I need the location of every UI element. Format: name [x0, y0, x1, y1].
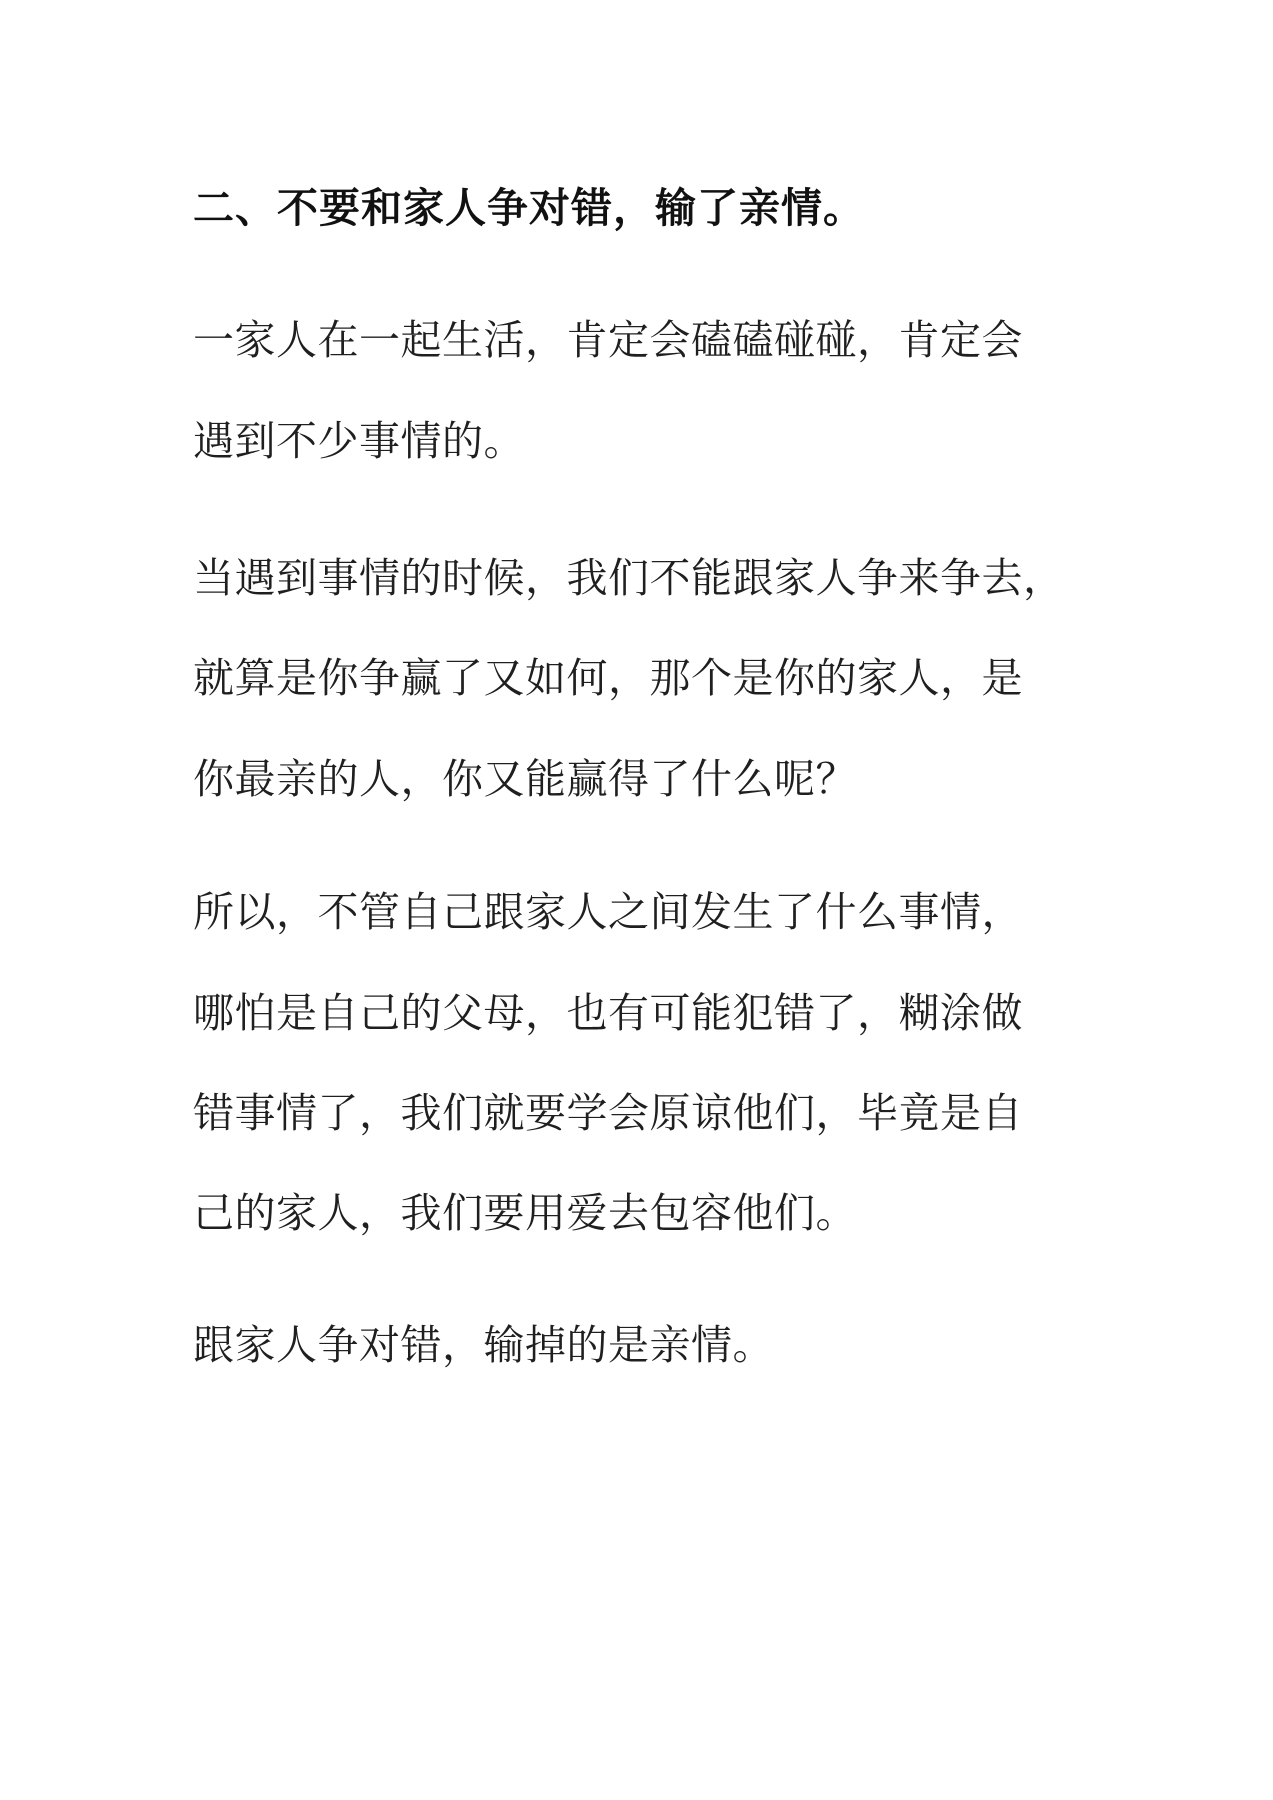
paragraph-line: 错事情了，我们就要学会原谅他们，毕竟是自 — [193, 1089, 1023, 1137]
paragraph-line: 哪怕是自己的父母，也有可能犯错了，糊涂做 — [193, 989, 1023, 1037]
paragraph-line: 你最亲的人，你又能赢得了什么呢？ — [193, 755, 857, 803]
paragraph-line: 跟家人争对错，输掉的是亲情。 — [193, 1321, 774, 1369]
paragraph-line: 遇到不少事情的。 — [193, 417, 525, 465]
section-heading: 二、不要和家人争对错，输了亲情。 — [193, 184, 865, 232]
paragraph-line: 就算是你争赢了又如何，那个是你的家人，是 — [193, 654, 1023, 702]
paragraph-line: 一家人在一起生活，肯定会磕磕碰碰，肯定会 — [193, 316, 1023, 364]
paragraph-line: 当遇到事情的时候，我们不能跟家人争来争去， — [193, 554, 1065, 602]
paragraph-line: 己的家人，我们要用爱去包容他们。 — [193, 1189, 857, 1237]
paragraph-line: 所以，不管自己跟家人之间发生了什么事情， — [193, 888, 1023, 936]
